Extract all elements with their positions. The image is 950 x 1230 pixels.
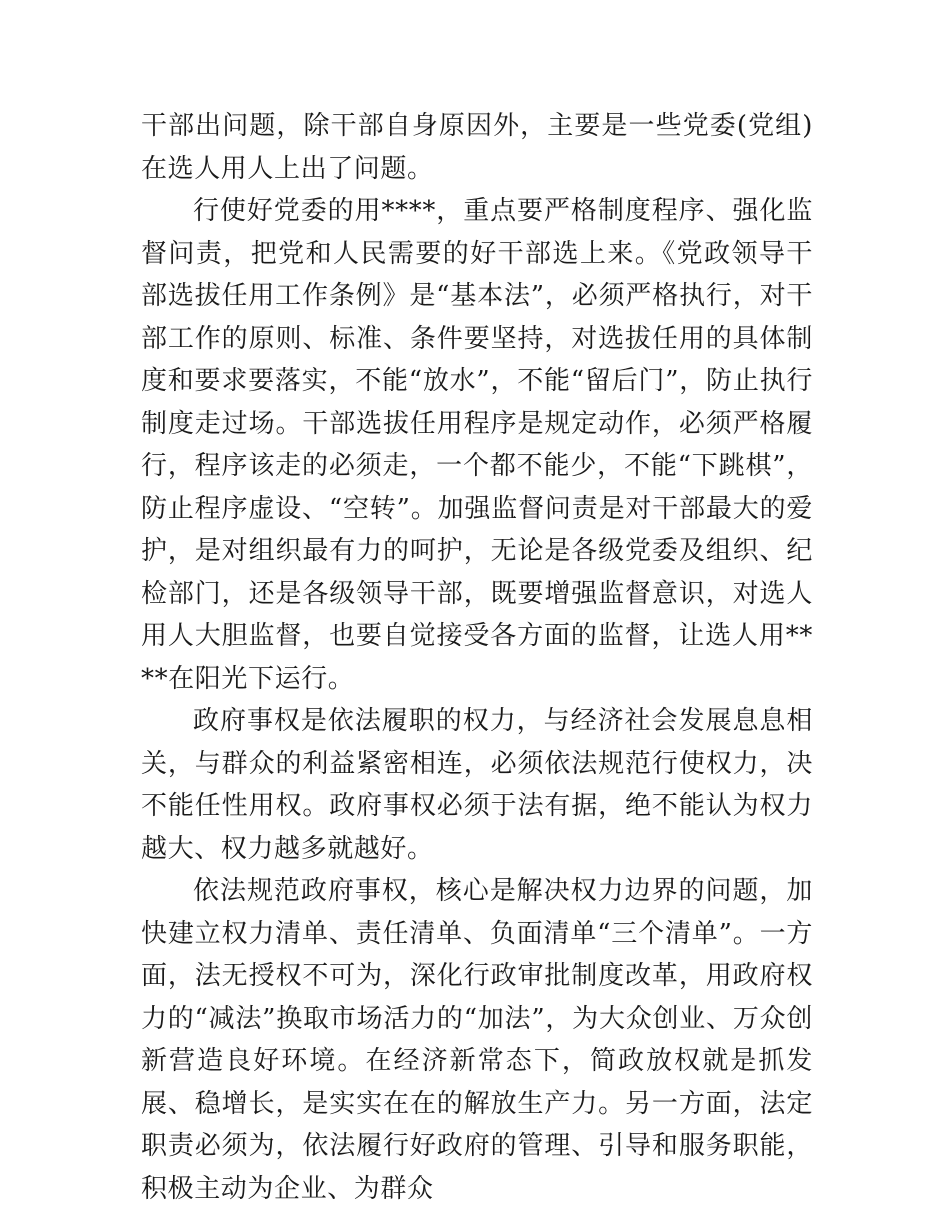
document-page bbox=[141, 105, 813, 1210]
paragraph-3: 政府事权是依法履职的权力，与经济社会发展息息相关，与群众的利益紧密相连，必须依法规范行使权力，决不能任性用权。政府事权必须于法有据，绝不能认为权力越大、权力越多就越好。 bbox=[141, 706, 813, 864]
paragraph-2: 行使好党委的用****，重点要严格制度程序、强化监督问责，把党和人民需要的好干部选上来。《党政领导干部选拔任用工作条例》是“基本法”，必须严格执行，对干部工作的原则、标准、条件要坚持，对选拔任用的具体制度和要求要落实，不能“放水”，不能“留后门”，防止执行制度走过场。干部选拔任用程序是规定动作，必须严格履行，程序该走的必须走，一个都不能少，不能“下跳棋”，防止程序虚设、“空转”。加强监督问责是对干部最大的爱护，是对组织最有力的呵护，无论是各级党委及组织、纪检部门，还是各级领导干部，既要增强监督意识，对选人用人大胆监督，也要自觉接受各方面的监督，让选人用****在阳光下运行。 bbox=[141, 196, 813, 694]
paragraph-1: 干部出问题，除干部自身原因外，主要是一些党委(党组)在选人用人上出了问题。 bbox=[141, 111, 813, 184]
paragraph-4: 依法规范政府事权，核心是解决权力边界的问题，加快建立权力清单、责任清单、负面清单“三个清单”。一方面，法无授权不可为，深化行政审批制度改革，用政府权力的“减法”换取市场活力的“加法”，为大众创业、万众创新营造良好环境。在经济新常态下，简政放权就是抓发展、稳增长，是实实在在的解放生产力。另一方面，法定职责必须为，依法履行好政府的管理、引导和服务职能，积极主动为企业、为群众 bbox=[141, 876, 813, 1204]
